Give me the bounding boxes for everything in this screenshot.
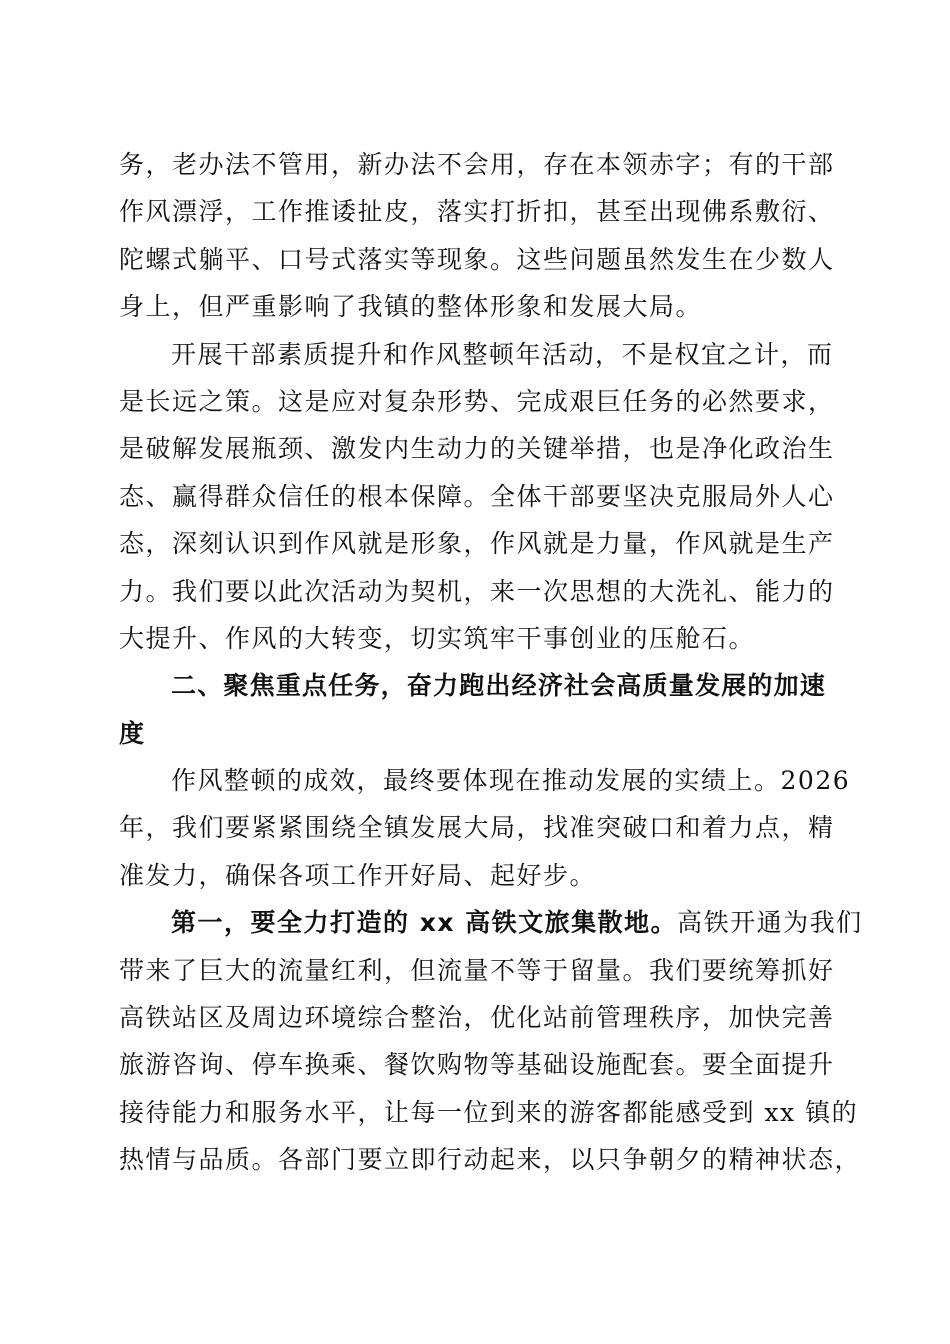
text-fragment: 高铁开通为我们 xyxy=(677,908,863,938)
paragraph-significance xyxy=(119,331,835,663)
document-body xyxy=(119,141,863,1184)
text-line: 作风漂浮，工作推诿扯皮，落实打折扣，甚至出现佛系敷衍、 xyxy=(119,197,835,227)
text-line: 务，老办法不管用，新办法不会用，存在本领赤字；有的干部 xyxy=(119,150,835,179)
task-lead-sentence: 第一，要全力打造的 xx 高铁文旅集散地。 xyxy=(171,908,678,938)
text-line: 带来了巨大的流量红利，但流量不等于留量。我们要统筹抓好 xyxy=(119,955,835,985)
text-line: 开展干部素质提升和作风整顿年活动，不是权宜之计，而 xyxy=(171,339,834,369)
section-heading-line: 度 xyxy=(119,718,146,748)
paragraph-first-task xyxy=(119,899,863,1183)
text-line: 年，我们要紧紧围绕全镇发展大局，找准突破口和着力点，精 xyxy=(119,813,835,843)
text-line: 接待能力和服务水平，让每一位到来的游客都能感受到 xx 镇的 xyxy=(119,1097,859,1127)
text-line: 准发力，确保各项工作开好局、起好步。 xyxy=(119,860,597,890)
text-line: 热情与品质。各部门要立即行动起来，以只争朝夕的精神状态， xyxy=(119,1145,862,1175)
text-line: 高铁站区及周边环境综合整治，优化站前管理秩序，加快完善 xyxy=(119,1003,835,1033)
text-line: 大提升、作风的大转变，切实筑牢干事创业的压舱石。 xyxy=(119,623,756,653)
text-line: 旅游咨询、停车换乘、餐饮购物等基础设施配套。要全面提升 xyxy=(119,1050,835,1080)
text-line: 是长远之策。这是应对复杂形势、完成艰巨任务的必然要求， xyxy=(119,386,835,416)
text-line xyxy=(119,899,863,946)
paragraph-problems xyxy=(119,141,835,331)
section-heading-2 xyxy=(119,662,831,757)
text-line: 作风整顿的成效，最终要体现在推动发展的实绩上。2026 xyxy=(171,766,851,796)
text-line: 力。我们要以此次活动为契机，来一次思想的大洗礼、能力的 xyxy=(119,576,835,606)
text-line: 态、赢得群众信任的根本保障。全体干部要坚决克服局外人心 xyxy=(119,481,835,511)
paragraph-results xyxy=(119,757,851,899)
text-line: 身上，但严重影响了我镇的整体形象和发展大局。 xyxy=(119,292,703,322)
text-line: 态，深刻认识到作风就是形象，作风就是力量，作风就是生产 xyxy=(119,529,835,559)
section-heading-line: 二、聚焦重点任务，奋力跑出经济社会高质量发展的加速 xyxy=(171,671,827,701)
text-line: 陀螺式躺平、口号式落实等现象。这些问题虽然发生在少数人 xyxy=(119,244,835,274)
text-line: 是破解发展瓶颈、激发内生动力的关键举措，也是净化政治生 xyxy=(119,434,835,464)
